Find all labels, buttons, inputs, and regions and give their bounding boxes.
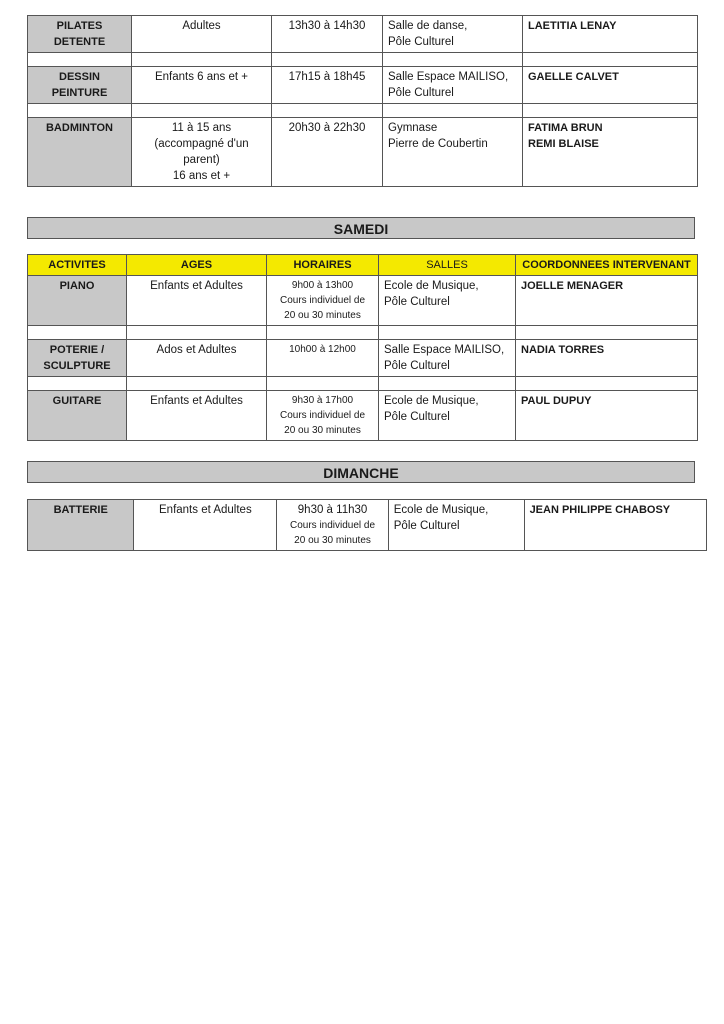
salles-cell: Salle Espace MAILISO, Pôle Culturel [379,340,516,377]
horaires-cell: 9h00 à 13h00 Cours individuel de 20 ou 30 minutes [267,276,379,326]
activity-cell: GUITARE [28,391,127,441]
horaires-cell: 17h15 à 18h45 [272,67,383,104]
header-coordonnees: COORDONNEES INTERVENANT [516,255,698,276]
ages-cell: Enfants et Adultes [134,500,277,551]
intervenant-cell: LAETITIA LENAY [523,16,698,53]
ages-cell: Ados et Adultes [127,340,267,377]
activity-cell: PILATES DETENTE [28,16,132,53]
horaires-cell: 20h30 à 22h30 [272,118,383,187]
intervenant-cell: NADIA TORRES [516,340,698,377]
horaires-cell: 9h30 à 11h30 Cours individuel de 20 ou 30 minutes [277,500,388,551]
intervenant-cell: GAELLE CALVET [523,67,698,104]
salles-cell: Gymnase Pierre de Coubertin [383,118,523,187]
salles-cell: Ecole de Musique, Pôle Culturel [379,391,516,441]
samedi-table [27,254,698,441]
activity-cell: BADMINTON [28,118,132,187]
salles-cell: Salle Espace MAILISO, Pôle Culturel [383,67,523,104]
intervenant-cell: JOELLE MENAGER [516,276,698,326]
intervenant-cell: JEAN PHILIPPE CHABOSY [524,500,706,551]
table-row [28,391,698,441]
salles-cell: Ecole de Musique, Pôle Culturel [388,500,524,551]
table-row [28,340,698,377]
activity-cell: BATTERIE [28,500,134,551]
spacer-row [28,53,698,67]
spacer-row [28,326,698,340]
salles-cell: Ecole de Musique, Pôle Culturel [379,276,516,326]
intervenant-cell: FATIMA BRUN REMI BLAISE [523,118,698,187]
dimanche-table [27,499,707,551]
horaires-cell: 9h30 à 17h00 Cours individuel de 20 ou 30 minutes [267,391,379,441]
ages-cell: Adultes [132,16,272,53]
table-row [28,276,698,326]
table-row [28,500,707,551]
header-salles: SALLES [379,255,516,276]
section-title-samedi: SAMEDI [27,217,695,239]
intervenant-cell: PAUL DUPUY [516,391,698,441]
activity-cell: PIANO [28,276,127,326]
salles-cell: Salle de danse, Pôle Culturel [383,16,523,53]
header-ages: AGES [127,255,267,276]
header-activites: ACTIVITES [28,255,127,276]
horaires-cell: 10h00 à 12h00 [267,340,379,377]
activity-cell: DESSIN PEINTURE [28,67,132,104]
spacer-row [28,377,698,391]
section-title-dimanche: DIMANCHE [27,461,695,483]
vendredi-table [27,15,698,187]
header-row [28,255,698,276]
horaires-cell: 13h30 à 14h30 [272,16,383,53]
ages-cell: Enfants et Adultes [127,276,267,326]
ages-cell: Enfants et Adultes [127,391,267,441]
ages-cell: Enfants 6 ans et + [132,67,272,104]
ages-cell: 11 à 15 ans (accompagné d'un parent) 16 ans et + [132,118,272,187]
activity-cell: POTERIE / SCULPTURE [28,340,127,377]
table-row [28,16,698,53]
table-row [28,67,698,104]
header-horaires: HORAIRES [267,255,379,276]
table-row [28,118,698,187]
spacer-row [28,104,698,118]
